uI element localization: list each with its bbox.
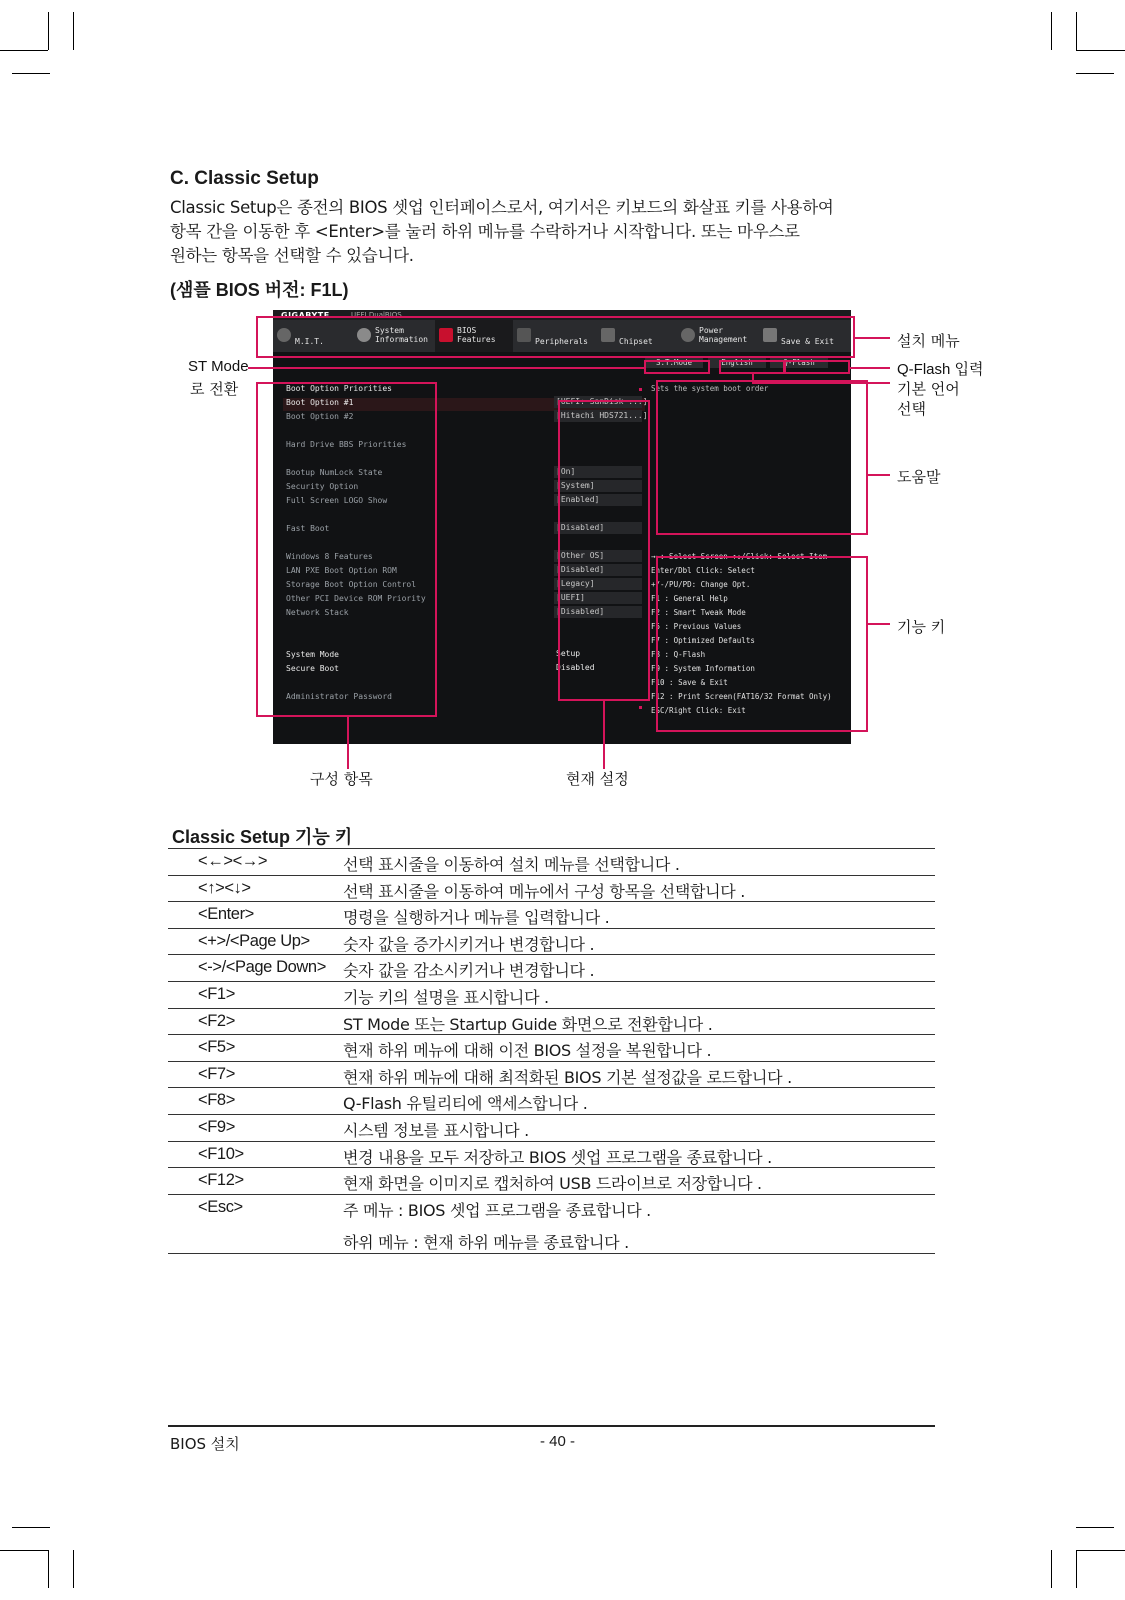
- bios-item-label[interactable]: System Mode: [286, 650, 339, 659]
- key-help-line: F7 : Optimized Defaults: [651, 636, 755, 645]
- tab-label: System Information: [375, 326, 428, 344]
- sample-version: (샘플 BIOS 버전: F1L): [170, 280, 349, 300]
- leader-qflash: [850, 367, 890, 369]
- label-current-settings: 현재 설정: [566, 770, 629, 788]
- leader-st-mode: [248, 367, 644, 369]
- gigabyte-logo: GIGABYTE: [281, 311, 330, 320]
- key-row: [168, 1034, 935, 1061]
- key-name: <->/<Page Down>: [198, 958, 326, 977]
- leader-setup-menu: [855, 337, 890, 339]
- bios-item-value[interactable]: [System]: [554, 480, 642, 492]
- para-line: 항목 간을 이동한 후 <Enter>를 눌러 하위 메뉴를 수락하거나 시작합니다. 또는 마우스로: [170, 222, 800, 241]
- leader-language-h: [752, 382, 890, 384]
- tab-label: Chipset: [619, 337, 653, 346]
- callout-help: [656, 380, 868, 535]
- label-language-1: 기본 언어: [897, 380, 960, 398]
- label-config-items: 구성 항목: [310, 770, 373, 788]
- bios-item-value[interactable]: [Disabled]: [554, 564, 642, 576]
- language-button[interactable]: English: [708, 357, 766, 368]
- callout-func-keys: [656, 556, 868, 732]
- scroll-up-marker: [639, 388, 642, 391]
- key-help-line: F10 : Save & Exit: [651, 678, 728, 687]
- key-name: <F5>: [198, 1038, 235, 1057]
- tab-label: Power Management: [699, 326, 748, 344]
- label-func-keys: 기능 키: [897, 618, 946, 636]
- bios-item-label[interactable]: Security Option: [286, 482, 359, 491]
- key-description: 명령을 실행하거나 메뉴를 입력합니다 .: [343, 908, 610, 928]
- key-row: [168, 981, 935, 1008]
- bios-item-value[interactable]: [Other OS]: [554, 550, 642, 562]
- key-description: Q-Flash 유틸리티에 액세스합니다 .: [343, 1094, 588, 1114]
- bios-item-label[interactable]: Boot Option Priorities: [286, 384, 392, 393]
- key-name: <Enter>: [198, 905, 254, 924]
- key-name: <↑><↓>: [198, 878, 251, 897]
- key-name: <F10>: [198, 1144, 244, 1163]
- label-help: 도움말: [897, 468, 941, 486]
- label-st-mode-2: 로 전환: [190, 380, 239, 398]
- bios-item-value[interactable]: Setup: [556, 649, 581, 658]
- bios-item-label[interactable]: Storage Boot Option Control: [286, 580, 417, 589]
- key-help-line: F1 : General Help: [651, 594, 728, 603]
- key-help-line: ESC/Right Click: Exit: [651, 706, 746, 715]
- bios-item-label[interactable]: Boot Option #1: [286, 398, 354, 407]
- table-bottom-rule: [168, 1253, 935, 1254]
- key-row: [168, 1114, 935, 1141]
- key-row: [168, 1061, 935, 1088]
- bios-item-value[interactable]: [Disabled]: [554, 606, 642, 618]
- bios-item-value[interactable]: [On]: [554, 466, 642, 478]
- bios-item-value[interactable]: Disabled: [556, 663, 595, 672]
- key-name: <F1>: [198, 985, 235, 1003]
- bios-item-value[interactable]: [Hitachi HDS721...]: [556, 411, 648, 420]
- esc-line-2: 하위 메뉴 : 현재 하위 메뉴를 종료합니다 .: [343, 1233, 629, 1252]
- bios-item-label[interactable]: Bootup NumLock State: [286, 468, 383, 477]
- dualbios-label: UEFI DualBIOS: [351, 311, 402, 319]
- bios-item-label[interactable]: Network Stack: [286, 608, 349, 617]
- bios-item-value[interactable]: [Enabled]: [554, 494, 642, 506]
- key-help-line: F9 : System Information: [651, 664, 755, 673]
- key-description: 선택 표시줄을 이동하여 설치 메뉴를 선택합니다 .: [343, 855, 680, 874]
- para-line: 원하는 항목을 선택할 수 있습니다.: [170, 246, 414, 265]
- tab-label: Peripherals: [535, 337, 588, 346]
- callout-config-items: [256, 382, 437, 717]
- callout-language: [719, 360, 785, 374]
- page-number: - 40 -: [540, 1433, 576, 1450]
- key-name: <F8>: [198, 1091, 235, 1110]
- key-description: ST Mode 또는 Startup Guide 화면으로 전환합니다 .: [343, 1014, 713, 1034]
- bios-item-value[interactable]: [Disabled]: [554, 522, 642, 534]
- key-name: <F12>: [198, 1171, 244, 1190]
- bios-item-value[interactable]: [UEFI]: [554, 592, 642, 604]
- bios-item-label[interactable]: Windows 8 Features: [286, 552, 373, 561]
- leader-help: [868, 474, 890, 476]
- key-row: [168, 848, 935, 875]
- help-text: Sets the system boot order: [651, 384, 769, 393]
- key-name: <Esc>: [198, 1197, 243, 1216]
- key-description: 기능 키의 설명을 표시합니다 .: [343, 988, 549, 1007]
- section-title: C. Classic Setup: [170, 168, 319, 189]
- key-description: 주 메뉴 : BIOS 셋업 프로그램을 종료합니다 .: [343, 1200, 651, 1220]
- key-row: [168, 1167, 935, 1194]
- key-help-line: F12 : Print Screen(FAT16/32 Format Only): [651, 692, 832, 701]
- key-description: 현재 화면을 이미지로 캡처하여 USB 드라이브로 저장합니다 .: [343, 1174, 762, 1194]
- key-name: <F7>: [198, 1064, 235, 1083]
- key-row: [168, 954, 935, 981]
- key-description: 현재 하위 메뉴에 대해 이전 BIOS 설정을 복원합니다 .: [343, 1041, 712, 1061]
- scroll-down-marker: [639, 706, 642, 709]
- leader-current-settings: [603, 701, 605, 769]
- tab-label: BIOS Features: [457, 326, 496, 344]
- callout-st-mode: [644, 360, 710, 374]
- key-help-line: F2 : Smart Tweak Mode: [651, 608, 746, 617]
- key-help-line: Enter/Dbl Click: Select: [651, 566, 755, 575]
- label-st-mode-1: ST Mode: [188, 358, 249, 375]
- callout-qflash: [784, 360, 850, 374]
- qflash-button[interactable]: Q-Flash: [770, 357, 828, 368]
- bios-item-label[interactable]: Secure Boot: [286, 664, 339, 673]
- callout-setup-menu: [256, 316, 855, 358]
- key-row: [168, 1008, 935, 1035]
- bios-item-label[interactable]: Other PCI Device ROM Priority: [286, 594, 426, 603]
- key-description: 숫자 값을 감소시키거나 변경합니다 .: [343, 961, 595, 981]
- key-name: <+>/<Page Up>: [198, 931, 310, 950]
- key-row: [168, 1194, 935, 1221]
- key-name: <←><→>: [198, 852, 268, 870]
- section-paragraph: [170, 196, 970, 268]
- label-language-2: 선택: [897, 400, 926, 418]
- footer-rule: [168, 1425, 935, 1427]
- bios-item-label[interactable]: Boot Option #2: [286, 412, 354, 421]
- key-row: [168, 901, 935, 928]
- para-line: Classic Setup은 종전의 BIOS 셋업 인터페이스로서, 여기서은 키보드의 화살표 키를 사용하여: [170, 198, 834, 217]
- tab-label: Save & Exit: [781, 337, 834, 346]
- key-description: 시스템 정보를 표시합니다 .: [343, 1121, 529, 1140]
- key-row: [168, 875, 935, 902]
- st-mode-button[interactable]: S.T.Mode: [645, 357, 703, 368]
- key-help-line: +/-/PU/PD: Change Opt.: [651, 580, 751, 589]
- keys-section-title: Classic Setup 기능 키: [172, 827, 353, 847]
- key-row: [168, 1087, 935, 1114]
- key-name: <F2>: [198, 1011, 235, 1030]
- bios-item-value[interactable]: [Legacy]: [554, 578, 642, 590]
- footer-left: BIOS 설치: [170, 1435, 240, 1453]
- tab-label: M.I.T.: [295, 337, 324, 346]
- leader-func-keys: [868, 623, 890, 625]
- key-help-line: F5 : Previous Values: [651, 622, 742, 631]
- callout-current-settings: [558, 400, 650, 701]
- key-help-line: F8 : Q-Flash: [651, 650, 706, 659]
- key-description: 현재 하위 메뉴에 대해 최적화된 BIOS 기본 설정값을 로드합니다 .: [343, 1067, 792, 1087]
- bios-item-label[interactable]: Hard Drive BBS Priorities: [286, 440, 407, 449]
- bios-item-label[interactable]: Fast Boot: [286, 524, 330, 533]
- key-description: 선택 표시줄을 이동하여 메뉴에서 구성 항목을 선택합니다 .: [343, 881, 746, 901]
- leader-config-items: [347, 717, 349, 769]
- bios-item-label[interactable]: Full Screen LOGO Show: [286, 496, 388, 505]
- key-description: 숫자 값을 증가시키거나 변경합니다 .: [343, 934, 595, 954]
- bios-item-label[interactable]: LAN PXE Boot Option ROM: [286, 566, 397, 575]
- key-name: <F9>: [198, 1118, 235, 1136]
- bios-item-value[interactable]: [UEFI: SanDisk ...]: [556, 397, 648, 406]
- key-description: 변경 내용을 모두 저장하고 BIOS 셋업 프로그램을 종료합니다 .: [343, 1147, 772, 1167]
- key-help-line: →←: Select Screen ↑↓/Click: Select Item: [651, 552, 828, 561]
- key-row: [168, 928, 935, 955]
- label-setup-menu: 설치 메뉴: [897, 332, 960, 350]
- key-row: [168, 1141, 935, 1168]
- label-qflash: Q-Flash 입력: [897, 361, 984, 378]
- bios-item-label[interactable]: Administrator Password: [286, 692, 392, 701]
